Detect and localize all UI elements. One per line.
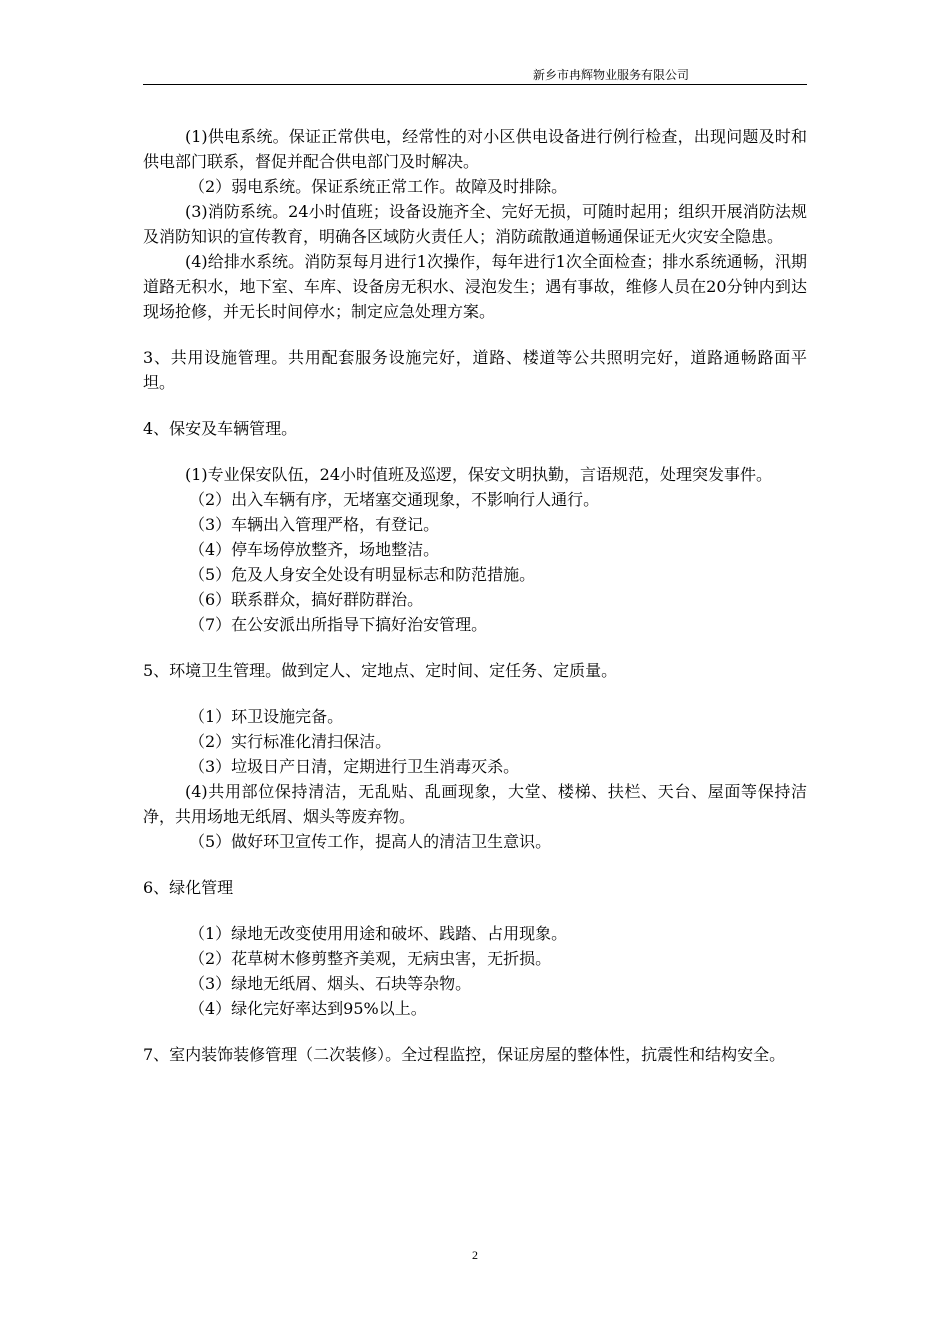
document-body xyxy=(143,124,807,1067)
paragraph: (1)供电系统。保证正常供电，经常性的对小区供电设备进行例行检查，出现问题及时和供电部门联系，督促并配合供电部门及时解决。 xyxy=(143,127,807,171)
list-item: （2）出入车辆有序，无堵塞交通现象，不影响行人通行。 xyxy=(189,490,600,509)
section-heading: 3、共用设施管理。共用配套服务设施完好，道路、楼道等公共照明完好，道路通畅路面平坦。 xyxy=(143,348,807,392)
company-name: 新乡市冉辉物业服务有限公司 xyxy=(532,68,689,82)
list-item: （5）危及人身安全处设有明显标志和防范措施。 xyxy=(189,565,536,584)
list-item: （3）车辆出入管理严格，有登记。 xyxy=(189,515,440,534)
list-item: （3）垃圾日产日清，定期进行卫生消毒灭杀。 xyxy=(189,757,520,776)
list-item: （1）环卫设施完备。 xyxy=(189,707,344,726)
section-heading: 5、环境卫生管理。做到定人、定地点、定时间、定任务、定质量。 xyxy=(143,661,618,680)
list-item: （4）停车场停放整齐，场地整洁。 xyxy=(189,540,440,559)
page-number: 2 xyxy=(472,1248,478,1262)
section-heading: 7、室内装饰装修管理（二次装修）。全过程监控，保证房屋的整体性，抗震性和结构安全。 xyxy=(143,1045,786,1064)
paragraph: (4)给排水系统。消防泵每月进行1次操作，每年进行1次全面检查；排水系统通畅，汛期道路无积水，地下室、车库、设备房无积水、浸泡发生；遇有事故，维修人员在20分钟内到达现场抢修，并无长时间停水；制定应急处理方案。 xyxy=(143,252,807,321)
section-heading: 4、保安及车辆管理。 xyxy=(143,419,298,438)
list-item: （1）绿地无改变使用用途和破坏、践踏、占用现象。 xyxy=(189,924,568,943)
list-item: （4）绿化完好率达到95%以上。 xyxy=(189,999,427,1018)
list-item: （6）联系群众，搞好群防群治。 xyxy=(189,590,424,609)
list-item: （5）做好环卫宣传工作，提高人的清洁卫生意识。 xyxy=(189,832,552,851)
section-heading: 6、绿化管理 xyxy=(143,878,234,897)
list-item: （7）在公安派出所指导下搞好治安管理。 xyxy=(189,615,488,634)
paragraph: (3)消防系统。24小时值班；设备设施齐全、完好无损，可随时起用；组织开展消防法规及消防知识的宣传教育，明确各区域防火责任人；消防疏散通道畅通保证无火灾安全隐患。 xyxy=(143,202,807,246)
page-header xyxy=(143,64,807,85)
list-item: （2）实行标准化清扫保洁。 xyxy=(189,732,392,751)
paragraph: (4)共用部位保持清洁，无乱贴、乱画现象，大堂、楼梯、扶栏、天台、屋面等保持洁净，共用场地无纸屑、烟头等废弃物。 xyxy=(143,782,807,826)
paragraph: (1)专业保安队伍，24小时值班及巡逻，保安文明执勤，言语规范，处理突发事件。 xyxy=(185,465,773,484)
paragraph: （2）弱电系统。保证系统正常工作。故障及时排除。 xyxy=(189,177,568,196)
list-item: （3）绿地无纸屑、烟头、石块等杂物。 xyxy=(189,974,472,993)
list-item: （2）花草树木修剪整齐美观，无病虫害，无折损。 xyxy=(189,949,552,968)
